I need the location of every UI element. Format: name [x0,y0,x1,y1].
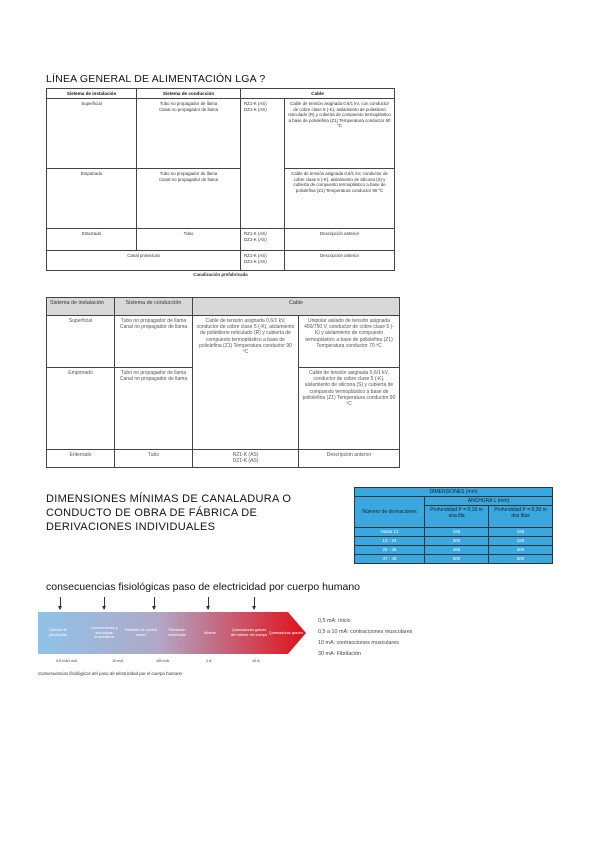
section-title-dimensiones: DIMENSIONES MÍNIMAS DE CANALADURA O CONDUCTO DE OBRA DE FÁBRICA DE DERIVACIONES INDIVIDUALES [46,493,292,533]
table-cell: Cable de tensión asignada 0,6/1 kV, con conductor de cobre clase 5 (-K), aislamiento de polietileno reticulado (R) y cubierta de compuesto termoplástico a base de poliolefina (Z1) Temperatura conductor 90 ºC [285,99,395,169]
table-cell: Descripción anterior [285,229,395,251]
table-cell: 300 [489,555,553,564]
header-sistema-instalacion: Sistema de instalación [47,298,115,316]
legend-item: 30 mA: Fibrilación [318,651,362,657]
tick-label: 10 mA [112,659,123,663]
legend-item: 0,5 mA: Inicio [318,618,351,624]
installation-table [46,297,400,468]
table-cell: Tubo no propagador de llama Canal no propagador de llama [137,99,241,169]
table-cell: 450 [425,546,489,555]
table-cell: Empotrado [47,169,137,229]
indicator-mark [60,597,61,609]
table-cell: Tubo no propagador de llama Canal no propagador de llama [115,316,193,368]
table-cell: RZ1-K (AS) DZ1-K (AS) [241,251,285,271]
table-cell: Cable de tensión asignada 0,6/1 kV, conductor de cobre clase 5 (-K), aislamiento de silicona (S) y cubierta de compuesto termoplástico a base de poliolefina (Z1) Temperatura conductor 90 ºC [299,368,400,450]
table-cell: 150 [489,528,553,537]
header-numero-derivaciones: Número de derivaciones [355,497,425,528]
table-cell: Unipolar aislado de tensión asignada 450/750 V, conductor de cobre clase 5 (-K) y aislamiento de compuesto termoplástico a base de poliolefina (Z1) Temperatura conductor 70 ºC [299,316,400,368]
stage-label: Quemaduras graves [268,630,304,635]
table-cell: Hasta 12 [355,528,425,537]
tick-label: 1 mA [68,659,77,663]
indicator-mark [254,597,255,609]
header-dimensiones: DIMENSIONES (mm) [355,488,553,497]
table-cell: Empotrado [47,368,115,450]
table-cell: RZ1-K (AS) DZ1-K (AS) [241,229,285,251]
table-cell: RZ1-K (AS) DZ1-K (AS) [193,450,299,468]
header-sistema-instalacion: Sistema de instalación [47,89,137,99]
stage-label: Fibrilación ventricular [168,628,186,637]
tick-label: 10 A [252,659,260,663]
header-anchura: ANCHURA L (mm) [425,497,553,506]
stage-label: Quemaduras graves del interior del cuerpo [230,628,268,637]
table-cell: 150 [489,537,553,546]
table-cell: Descripción anterior [299,450,400,468]
table-cell: 600 [425,555,489,564]
table-cell: RZ1-K (AS) DZ1-K (AS) [241,99,285,229]
dimensions-table [354,487,553,564]
header-sistema-conduccion: Sistema de conducción [137,89,241,99]
legend-item: 0,5 a 10 mA: contracciones musculares [318,629,413,635]
figure-caption: Consecuencias fisiológicas del paso de electricidad por el cuerpo humano [38,671,183,676]
table-cell: Enterrado [47,450,115,468]
table-cell: Cable de tensión asignada 0,6/1 kV, conductor de cobre clase 5 (-K), aislamiento de polietileno reticulado (R) y cubierta de compuesto termoplástico a base de poliolefina (Z1) Temperatura conductor 90 ºC [193,316,299,450]
stage-label: Umbral de percepción [48,628,68,637]
lga-table [46,88,395,279]
table-cell: Tubo no propagador de llama Canal no propagador de llama [115,368,193,450]
table-cell: Superficial [47,316,115,368]
header-cable: Cable [193,298,400,316]
table-cell: 300 [425,537,489,546]
tick-label: 1 A [206,659,212,663]
header-profundidad-dos-filas: Profundidad P = 0,30 m dos filas [489,506,553,528]
stage-label: Muerte [204,630,216,635]
stage-label: Contracciones y sacudidas musculares [90,626,118,640]
tick-label: 100 mA [156,659,170,663]
table-cell: Enterrado [47,229,137,251]
indicator-mark [154,597,155,609]
table-cell: 150 [425,528,489,537]
table-cell: 25 - 36 [355,546,425,555]
indicator-mark [104,597,105,609]
header-profundidad-una-fila: Profundidad P = 0,15 m una fila [425,506,489,528]
indicator-mark [208,597,209,609]
table-cell: Superficial [47,99,137,169]
section-title-consecuencias: consecuencias fisiológicas paso de electricidad por cuerpo humano [46,581,361,593]
tick-label: 0.5 mA [56,659,69,663]
table-cell: 300 [489,546,553,555]
table-caption: Canalización prefabricada [193,272,248,278]
section-title-lga: LÍNEA GENERAL DE ALIMENTACIÓN LGA ? [46,73,266,85]
table-cell: Descripción anterior [285,251,395,271]
table-cell: 13 - 24 [355,537,425,546]
table-cell: Tubo [115,450,193,468]
table-cell: Tubo [137,229,241,251]
stage-label: Parálisis de control motriz [124,628,158,637]
table-cell: 37 - 48 [355,555,425,564]
legend-item: 10 mA: contracciones musculares [318,640,399,646]
table-cell: Canal protectora [47,251,241,271]
table-cell: Tubo no propagador de llama Canal no propagador de llama [137,169,241,229]
header-cable: Cable [241,89,395,99]
table-cell: Cable de tensión asignada 0,6/1 kV, conductor de cobre clase 5 (-K), aislamiento de silicona (S) y cubierta de compuesto termoplástico a base de poliolefina (Z1) Temperatura conductor 90 ºC [285,169,395,229]
header-sistema-conduccion: Sistema de conducción [115,298,193,316]
